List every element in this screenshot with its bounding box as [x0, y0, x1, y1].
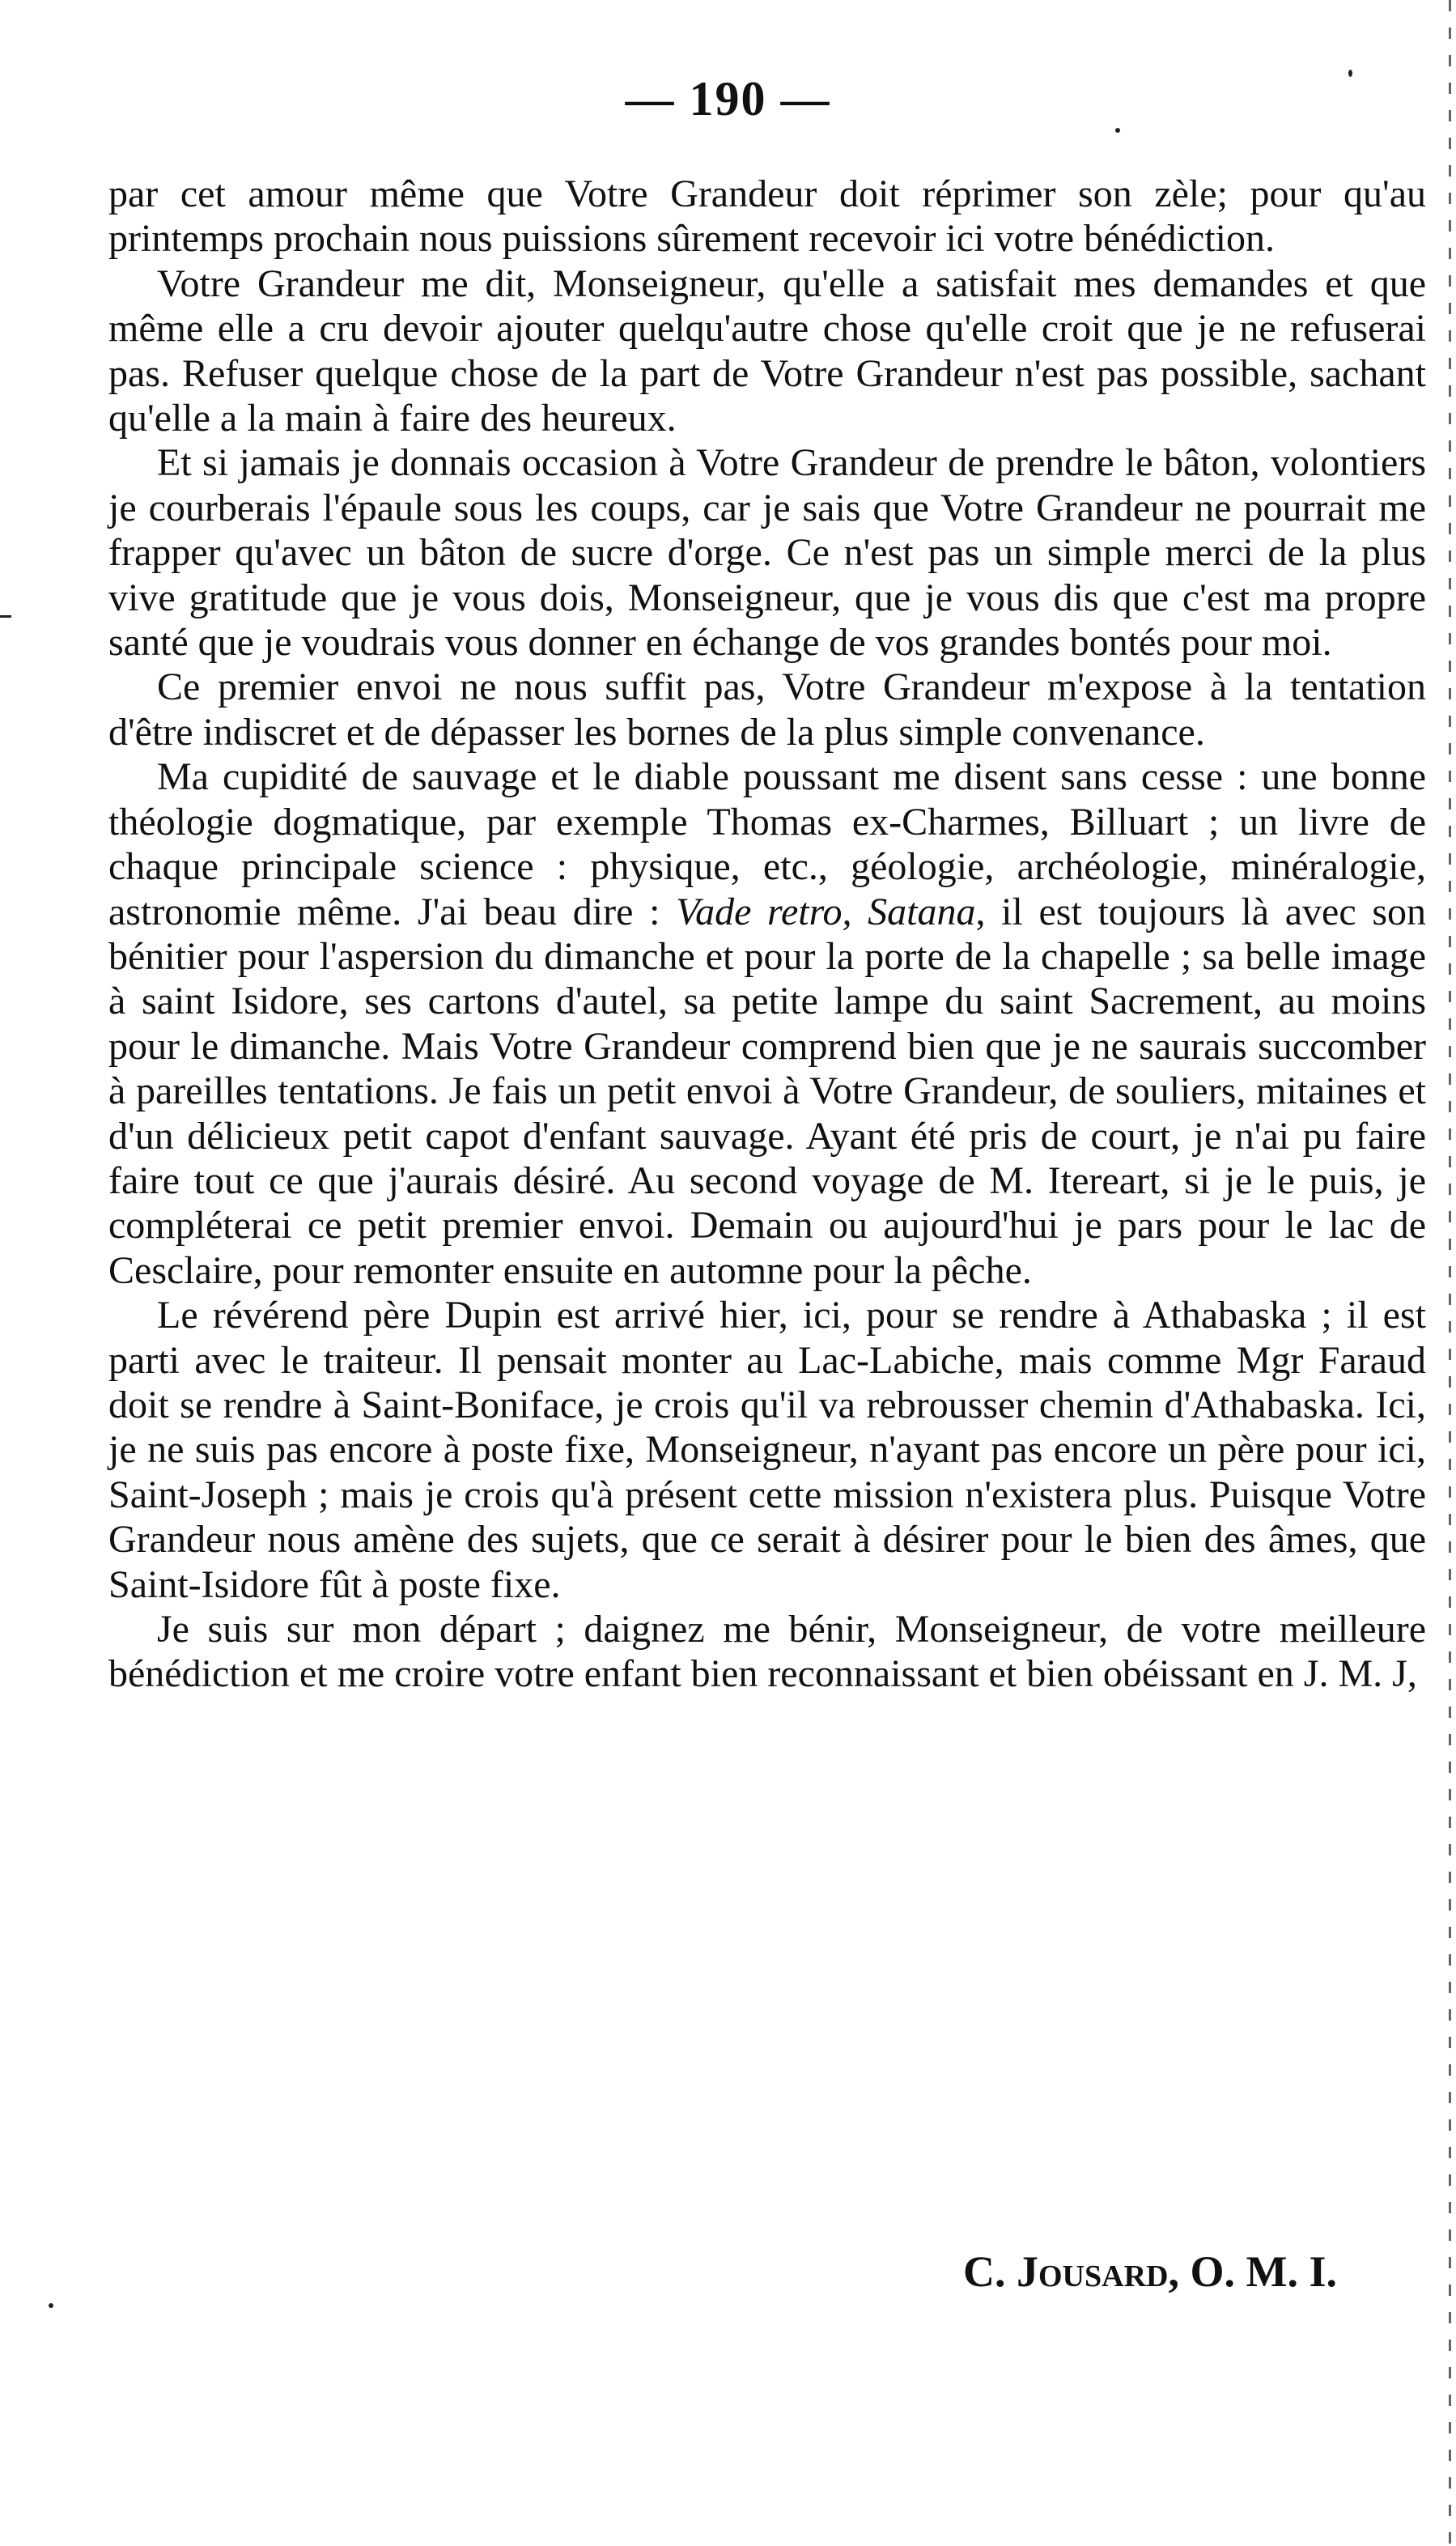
paragraph-6: Le révérend père Dupin est arrivé hier, ici, pour se rendre à Athabaska ; il est parti avec le traiteur. Il pensait monter au Lac-Labiche, mais comme Mgr Faraud doit se rendre à Saint-Boniface, je crois qu'il va rebrousser chemin d'Athabaska. Ici, je ne suis pas encore à poste fixe, Monseigneur, n'ayant pas encore un père pour ici, Saint-Joseph ; mais je crois qu'à présent cette mission n'existera plus. Puisque Votre Grandeur nous amène des sujets, que ce serait à désirer pour le bien des âmes, que Saint-Isidore fût à poste fixe.	[108, 1294, 1426, 1606]
paragraph-2: Votre Grandeur me dit, Monseigneur, qu'elle a satisfait mes demandes et que même elle a cru devoir ajouter quelqu'autre chose qu'elle croit que je ne refuserai pas. Refuser quelque chose de la part de Votre Grandeur n'est pas possible, sachant qu'elle a la main à faire des heureux.	[108, 261, 1426, 440]
paragraph-7: Je suis sur mon départ ; daignez me bénir, Monseigneur, de votre meilleure bénédiction et me croire votre enfant bien reconnaissant et bien obéissant en J. M. J,	[108, 1608, 1426, 1696]
paragraph-5	[108, 754, 1426, 1293]
paragraph-4: Ce premier envoi ne nous suffit pas, Votre Grandeur m'expose à la tentation d'être indiscret et de dépasser les bornes de la plus simple convenance.	[108, 665, 1426, 754]
scan-speck	[49, 2303, 53, 2308]
paragraph-1: par cet amour même que Votre Grandeur doit réprimer son zèle; pour qu'au printemps prochain nous puissions sûrement recevoir ici votre bénédiction.	[108, 172, 1426, 261]
latin-phrase: Vade retro, Satana	[676, 890, 976, 933]
scan-speck	[1348, 70, 1352, 77]
signature	[963, 2246, 1337, 2297]
paragraph-5-part-2: , il est toujours là avec son bénitier pour l'aspersion du dimanche et pour la porte de la chapelle ; sa belle image à saint Isidore, ses cartons d'autel, sa petite lampe du saint Sacrement, au moins pour le dimanche. Mais Votre Grandeur comprend bien que je ne saurais succomber à pareilles tentations. Je fais un petit envoi à Votre Grandeur, de souliers, mitaines et d'un délicieux petit capot d'enfant sauvage. Ayant été pris de court, je n'ai pu faire faire tout ce que j'aurais désiré. Au second voyage de M. Itereart, si je le puis, je compléterai ce petit premier envoi. Demain ou aujourd'hui je pars pour le lac de Cesclaire, pour remonter ensuite en automne pour la pêche.	[108, 890, 1427, 1292]
paragraph-5-part-1: Ma cupidité de sauvage et le diable poussant me disent sans cesse : une bonne théologie dogmatique, par exemple Thomas ex-Charmes, Billuart ; un livre de chaque principale science : physique, etc., géologie, archéologie, minéralogie, astronomie même. J'ai beau dire :	[108, 755, 1426, 933]
scan-speck	[0, 615, 11, 618]
scan-speck	[1115, 128, 1120, 133]
letter-body	[108, 172, 1426, 1697]
page-number: — 190 —	[625, 72, 831, 125]
scan-edge-line	[1449, 0, 1451, 2546]
signature-suffix: , O. M. I.	[1168, 2247, 1337, 2296]
paragraph-3: Et si jamais je donnais occasion à Votre Grandeur de prendre le bâton, volontiers je courberais l'épaule sous les coups, car je sais que Votre Grandeur ne pourrait me frapper qu'avec un bâton de sucre d'orge. Ce n'est pas un simple merci de la plus vive gratitude que je vous dois, Monseigneur, que je vous dis que c'est ma propre santé que je voudrais vous donner en échange de vos grandes bontés pour moi.	[108, 441, 1426, 665]
signature-initial: C.	[963, 2247, 1006, 2296]
signature-name: Jousard	[1017, 2247, 1169, 2296]
